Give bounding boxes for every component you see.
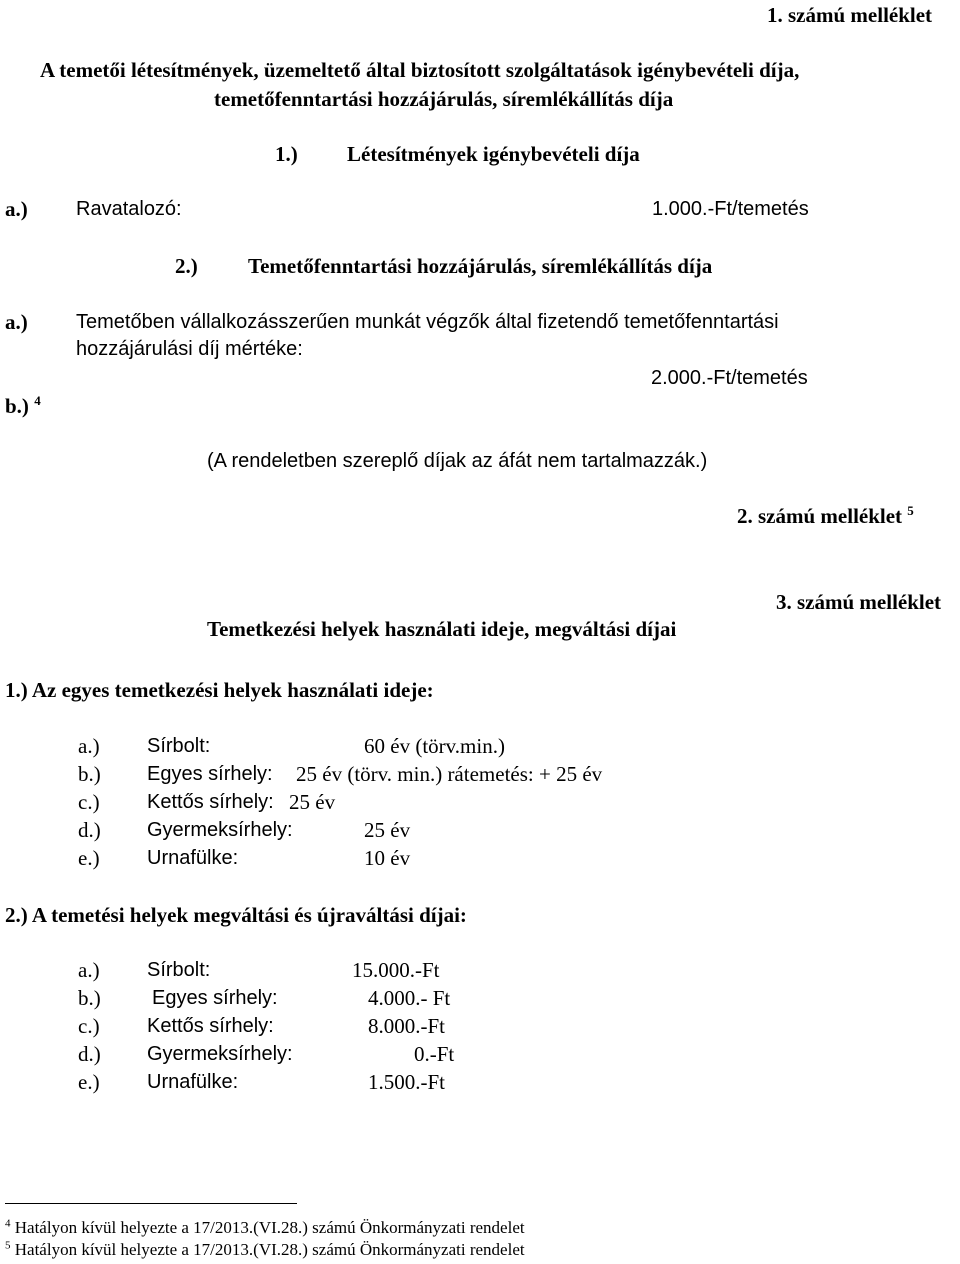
annex1-title-line1: A temetői létesítmények, üzemeltető által biztosított szolgáltatások igénybevételi díja, [40, 58, 800, 82]
annex3-label: 3. számú melléklet [776, 590, 942, 614]
fee-item-d-value: 0.-Ft [414, 1042, 455, 1066]
vat-note: (A rendeletben szereplő díjak az áfát nem tartalmazzák.) [207, 450, 708, 472]
annex1-label: 1. számú melléklet [767, 3, 933, 27]
fee-item-c-label: Kettős sírhely: [147, 1015, 274, 1037]
usage-item-d-value: 25 év [364, 818, 411, 842]
fee-item-e-label: Urnafülke: [147, 1071, 239, 1093]
footnote-ref-5[interactable]: 5 [907, 503, 914, 518]
annex2-label-text: 2. számú melléklet [737, 504, 903, 528]
fee-item-d-label: Gyermeksírhely: [147, 1043, 293, 1065]
usage-item-a-key: a.) [78, 734, 100, 758]
fee-item-c-key: c.) [78, 1014, 100, 1038]
section1-title: Létesítmények igénybevételi díja [347, 142, 640, 166]
usage-item-c-label: Kettős sírhely: [147, 791, 274, 813]
annex3-title: Temetkezési helyek használati ideje, megváltási díjai [207, 617, 677, 641]
item2-b-key [5, 393, 41, 418]
item2-a-line2: hozzájárulási díj mértéke: [76, 338, 303, 360]
item2-a-value: 2.000.-Ft/temetés [651, 367, 808, 389]
fee-item-b-value: 4.000.- Ft [368, 986, 451, 1010]
usage-item-b-label: Egyes sírhely: [147, 763, 273, 785]
section2-title: Temetőfenntartási hozzájárulás, síremlékállítás díja [248, 254, 713, 278]
usage-item-c-value: 25 év [289, 790, 336, 814]
footnote-5 [5, 1241, 525, 1258]
footnote-4-number: 4 [5, 1217, 11, 1230]
section1-number: 1.) [275, 142, 298, 166]
usage-item-e-key: e.) [78, 846, 100, 870]
usage-item-b-value: 25 év (törv. min.) rátemetés: + 25 év [296, 762, 603, 786]
fee-item-b-key: b.) [78, 986, 101, 1010]
section2-number: 2.) [175, 254, 198, 278]
fee-item-a-value: 15.000.-Ft [352, 958, 440, 982]
footnote-4 [5, 1219, 525, 1236]
item2-b-key-text: b.) [5, 394, 29, 418]
footnote-ref-4[interactable]: 4 [34, 393, 41, 408]
footnote-4-text: Hatályon kívül helyezte a 17/2013.(VI.28.) számú Önkormányzati rendelet [14, 1218, 525, 1237]
footnote-5-number: 5 [5, 1239, 11, 1252]
usage-item-d-label: Gyermeksírhely: [147, 819, 293, 841]
item2-a-key: a.) [5, 310, 28, 334]
usage-item-c-key: c.) [78, 790, 100, 814]
usage-item-a-label: Sírbolt: [147, 735, 211, 757]
usage-item-e-label: Urnafülke: [147, 847, 239, 869]
fee-item-d-key: d.) [78, 1042, 101, 1066]
annex2-label [737, 503, 914, 528]
usage-item-b-key: b.) [78, 762, 101, 786]
fee-item-a-key: a.) [78, 958, 100, 982]
item-a-value: 1.000.-Ft/temetés [652, 198, 809, 220]
item2-a-line1: Temetőben vállalkozásszerűen munkát végzők által fizetendő temetőfenntartási [76, 311, 779, 333]
usage-item-e-value: 10 év [364, 846, 411, 870]
item-a-key: a.) [5, 197, 28, 221]
annex1-title-line2: temetőfenntartási hozzájárulás, síremlékállítás díja [214, 87, 674, 111]
footnote-separator [5, 1203, 297, 1204]
annex3-section2-heading: 2.) A temetési helyek megváltási és újraváltási díjai: [5, 903, 467, 927]
fee-item-a-label: Sírbolt: [147, 959, 211, 981]
fee-item-b-label: Egyes sírhely: [152, 987, 278, 1009]
fee-item-e-key: e.) [78, 1070, 100, 1094]
fee-item-e-value: 1.500.-Ft [368, 1070, 446, 1094]
item-a-label: Ravatalozó: [76, 198, 182, 220]
fee-item-c-value: 8.000.-Ft [368, 1014, 446, 1038]
footnote-5-text: Hatályon kívül helyezte a 17/2013.(VI.28.) számú Önkormányzati rendelet [14, 1240, 525, 1259]
usage-item-d-key: d.) [78, 818, 101, 842]
usage-item-a-value: 60 év (törv.min.) [364, 734, 505, 758]
annex3-section1-heading: 1.) Az egyes temetkezési helyek használati ideje: [5, 678, 434, 702]
